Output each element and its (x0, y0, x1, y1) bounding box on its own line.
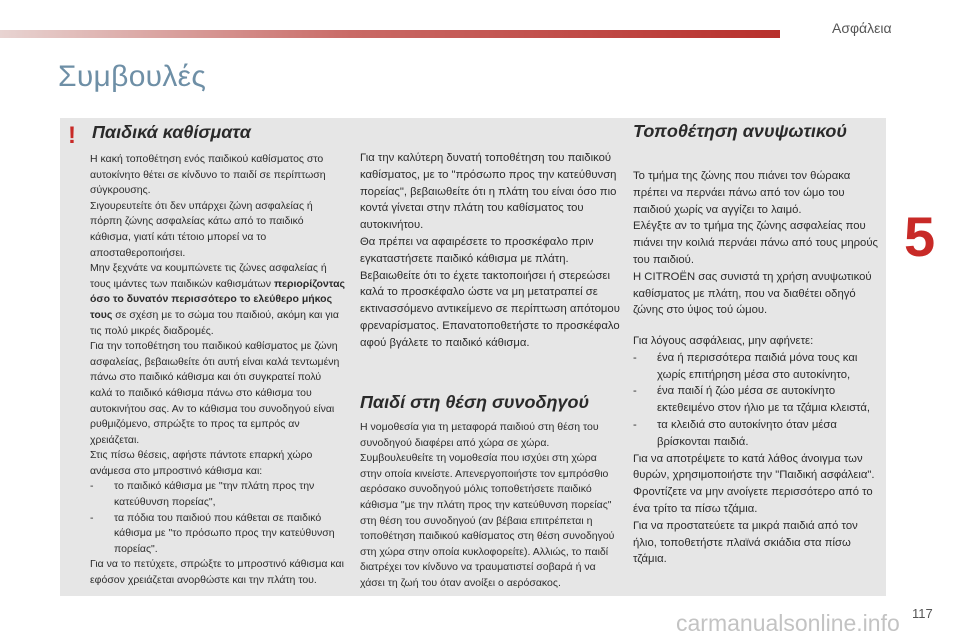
paragraph: Θα πρέπει να αφαιρέσετε το προσκέφαλο πριν εγκαταστήσετε παιδικό κάθισμα με πλάτη. Βεβαιωθείτε ότι το έχετε τακτοποιήσει ή στερεώσει καλά το προσκέφαλο ώστε να μη μετατραπεί σε εκτινασσόμενο αντικείμενο σε περίπτωση απότομου φρεναρίσματος. Επανατοποθετήστε το προσκέφαλο αφού βγάλετε το παιδικό κάθισμα. (360, 235, 620, 349)
dash: - (90, 511, 94, 524)
paragraph: Το τμήμα της ζώνης που πιάνει τον θώρακα πρέπει να περνάει πάνω από τον ώμο του παιδιού χωρίς να αγγίζει το λαιμό. (633, 170, 851, 216)
paragraph: Η κακή τοποθέτηση ενός παιδικού καθίσματος στο αυτοκίνητο θέτει σε κίνδυνο το παιδί σε περίπτωση σύγκρουσης. (90, 153, 326, 197)
paragraph: Για να το πετύχετε, σπρώξτε το μπροστινό κάθισμα και εφόσον χρειάζεται ανορθώστε και την πλάτη του. (90, 558, 344, 587)
paragraph: Για να προστατεύετε τα μικρά παιδιά από τον ήλιο, τοποθετήστε πλαϊνά σκιάδια στα πίσω τζάμια. (633, 519, 858, 566)
front-seat-heading: Παιδί στη θέση συνοδηγού (360, 392, 590, 412)
booster-heading: Τοποθέτηση ανυψωτικού (633, 121, 848, 141)
paragraph: Για λόγους ασφάλειας, μην αφήνετε: (633, 335, 814, 347)
paragraph: Σιγουρευτείτε ότι δεν υπάρχει ζώνη ασφαλείας ή πόρπη ζώνης ασφαλείας κάτω από το παιδικό κάθισμα, γιατί κάτι τέτοιο μπορεί να το αποσταθεροποιήσει. (90, 199, 313, 259)
paragraph: Η νομοθεσία για τη μεταφορά παιδιού στη θέση του συνοδηγού διαφέρει από χώρα σε χώρα. Συμβουλευθείτε τη νομοθεσία που ισχύει στη χώρα στην οποία κινείστε. Απενεργοποιήστε τον εμπρόσθιο αερόσακο συνοδηγού μόλις τοποθετήσετε παιδικό κάθισμα "με την πλάτη προς την κατεύθυνση πορείας" στη θέση του συνοδηγού (αν βέβαια επιτρέπεται η τοποθέτηση παιδικού καθίσματος στη θέση συνοδηγού στη χώρα στην οποία κυκλοφορείτε). Αλλιώς, το παιδί διατρέχει τον κίνδυνο να τραυματιστεί σοβαρά ή να χάσει τη ζωή του όταν ανοίξει ο αερόσακος. (360, 421, 615, 589)
booster-column (633, 168, 881, 319)
paragraph (90, 261, 345, 339)
paragraph: Η CITROËN σας συνιστά τη χρήση ανυψωτικού καθίσματος με πλάτη, που να διαθέτει οδηγό ζώνης στο ύψος τού ώμου. (633, 270, 872, 317)
watermark: carmanualsonline.info (676, 610, 900, 636)
dash: - (633, 351, 637, 364)
paragraph: Στις πίσω θέσεις, αφήστε πάντοτε επαρκή χώρο ανάμεσα στο μπροστινό κάθισμα και: (90, 449, 313, 477)
paragraph: Για την καλύτερη δυνατή τοποθέτηση του παιδικού καθίσματος, με το "πρόσωπο προς την κατεύθυνση πορείας", βεβαιωθείτε ότι η πλάτη του είναι όσο πιο κοντά γίνεται στην πλάτη του καθίσματος του αυτοκινήτου. (360, 152, 617, 232)
page-number: 117 (912, 606, 933, 621)
text: σε σχέση με το σώμα του παιδιού, ακόμη και για τις πολύ μικρές διαδρομές. (90, 308, 339, 337)
child-seats-column (90, 152, 345, 589)
paragraph: Ελέγξτε αν το τμήμα της ζώνης ασφαλείας που πιάνει την κοιλιά περνάει πάνω από τους μηρούς του παιδιού. (633, 220, 878, 266)
paragraph: Για την τοποθέτηση του παιδικού καθίσματος με ζώνη ασφαλείας, βεβαιωθείτε ότι αυτή είναι καλά τεντωμένη πάνω στο παιδικό κάθισμα και ότι συγκρατεί πολύ καλά το παιδικό κάθισμα πάνω στο κάθισμα του αυτοκινήτου σας. Αν το κάθισμα του συνοδηγού είναι ρυθμιζόμενο, σπρώξτε το προς τα εμπρός αν χρειάζεται. (90, 340, 340, 446)
paragraph: Φροντίζετε να μην ανοίγετε περισσότερο από το ένα τρίτο τα πίσω τζάμια. (633, 486, 873, 515)
dash: - (633, 418, 637, 431)
child-seats-column-2 (360, 150, 620, 352)
list-item (633, 383, 881, 417)
safety-column (633, 333, 881, 568)
page-title: Συμβουλές (58, 60, 207, 93)
child-seats-heading: Παιδικά καθίσματα (92, 122, 251, 142)
paragraph: Για να αποτρέψετε το κατά λάθος άνοιγμα των θυρών, χρησιμοποιήστε την "Παιδική ασφάλεια". (633, 452, 875, 482)
list-item-text: ένα ή περισσότερα παιδιά μόνα τους και χωρίς επιτήρηση μέσα στο αυτοκίνητο, (657, 351, 858, 381)
list-item-text: ένα παιδί ή ζώο μέσα σε αυτοκίνητο εκτεθειμένο στον ήλιο με τα τζάμια κλειστά, (657, 385, 871, 415)
text: Μην ξεχνάτε να κουμπώνετε τις ζώνες ασφαλείας ή τους ιμάντες των παιδικών καθισμάτων (90, 262, 327, 290)
front-seat-column (360, 420, 615, 592)
list-item (633, 350, 881, 384)
bold-text: περιορίζοντας όσο το δυνατόν περισσότερο το ελεύθερο μήκος τους (90, 277, 346, 321)
list-item (90, 479, 345, 510)
header-bar (0, 30, 780, 38)
dash: - (633, 385, 637, 398)
section-title: Ασφάλεια (832, 20, 892, 36)
chapter-number: 5 (904, 205, 936, 268)
list-item-text: τα πόδια του παιδιού που κάθεται σε παιδικό κάθισμα με "το πρόσωπο προς την κατεύθυνση πορείας". (114, 511, 335, 555)
warning-icon: ! (68, 122, 76, 149)
list-item-text: το παιδικό κάθισμα με "την πλάτη προς την κατεύθυνση πορείας", (114, 480, 315, 509)
list-item (633, 417, 881, 451)
dash: - (90, 480, 94, 493)
list-item-text: τα κλειδιά στο αυτοκίνητο όταν μέσα βρίσκονται παιδιά. (657, 418, 837, 448)
list-item (90, 511, 345, 558)
